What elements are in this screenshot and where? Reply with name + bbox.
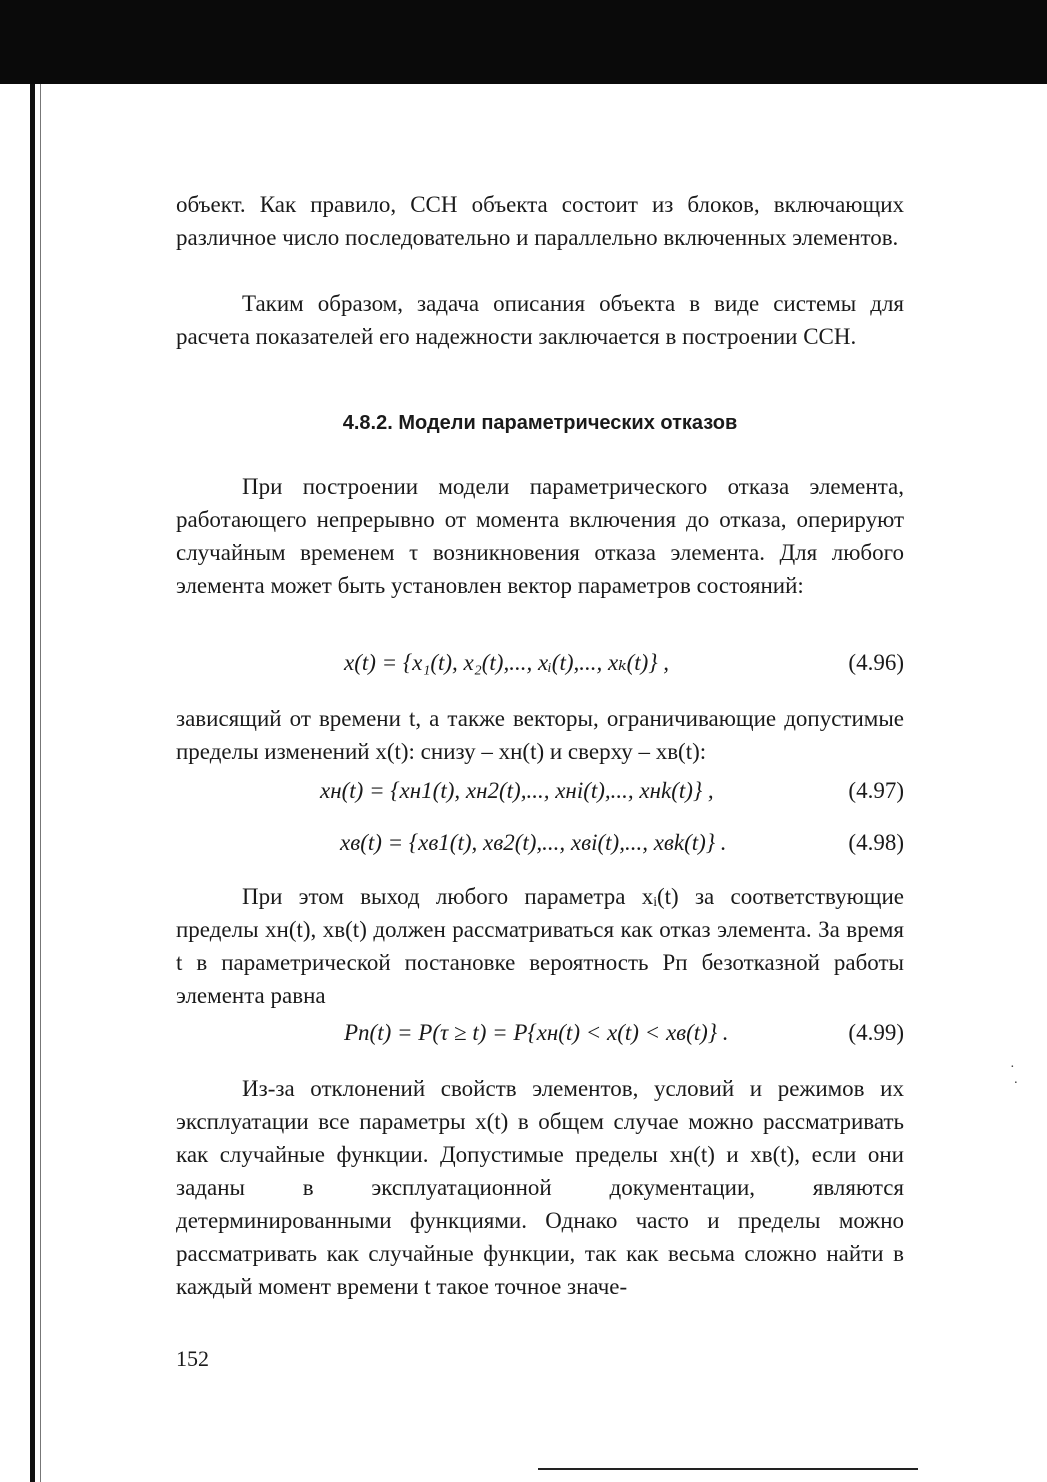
equation-4-96 [176, 650, 904, 684]
paragraph-5-text: При этом выход любого параметра xᵢ(t) за соответствующие пределы xн(t), xв(t) должен рассматриваться как отказ элемента. За время t в параметрической постановке вероятность Pп безотказной работы элемента равна [176, 884, 904, 1008]
paragraph-5 [176, 880, 904, 1012]
paragraph-3-text: При построении модели параметрического отказа элемента, работающего непрерывно от момента включения до отказа, оперируют случайным временем τ возникновения отказа элемента. Для любого элемента может быть установлен вектор параметров состояний: [176, 474, 904, 598]
equation-4-96-number: (4.96) [848, 650, 904, 675]
paragraph-1-text: объект. Как правило, ССН объекта состоит из блоков, включающих различное число последовательно и параллельно включенных элементов. [176, 192, 904, 250]
equation-4-98-number: (4.98) [848, 830, 904, 855]
scan-left-edge [30, 84, 35, 1482]
paragraph-1 [176, 188, 904, 254]
scan-top-border [0, 0, 1047, 84]
equation-4-98-formula: xв(t) = {xв1(t), xв2(t),..., xвi(t),..., xвk(t)} . [340, 830, 727, 855]
section-heading: 4.8.2. Модели параметрических отказов [342, 412, 738, 434]
equation-4-97 [176, 778, 904, 812]
paragraph-2-text: Таким образом, задача описания объекта в виде системы для расчета показателей его надежности заключается в построении ССН. [176, 291, 904, 349]
equation-4-96-formula: x(t) = {x₁(t), x₂(t),..., xᵢ(t),..., xₖ(t)} , [344, 650, 670, 675]
paragraph-4 [176, 702, 904, 768]
paragraph-2 [176, 287, 904, 353]
equation-4-99 [176, 1020, 904, 1054]
equation-4-97-number: (4.97) [848, 778, 904, 803]
paragraph-4-text: зависящий от времени t, а также векторы, ограничивающие допустимые пределы изменений x(t): снизу – xн(t) и сверху – xв(t): [176, 706, 904, 764]
equation-4-97-formula: xн(t) = {xн1(t), xн2(t),..., xнi(t),..., xнk(t)} , [320, 778, 714, 803]
equation-4-99-number: (4.99) [848, 1020, 904, 1045]
scan-speck: · · [1010, 1060, 1019, 1091]
paragraph-6-text: Из-за отклонений свойств элементов, условий и режимов их эксплуатации все параметры x(t) в общем случае можно рассматривать как случайные функции. Допустимые пределы xн(t) и xв(t), если они заданы в эксплуатационной документации, являются детерминированными функциями. Однако часто и пределы можно рассматривать как случайные функции, так как весьма сложно найти в каждый момент времени t такое точное значе- [176, 1076, 904, 1299]
paragraph-3 [176, 470, 904, 602]
paragraph-6 [176, 1072, 904, 1303]
scan-bottom-line [538, 1468, 918, 1470]
scan-left-edge-line [40, 84, 41, 1482]
equation-4-99-formula: Pп(t) = P(τ ≥ t) = P{xн(t) < x(t) < xв(t)} . [344, 1020, 729, 1045]
page-number: 152 [176, 1346, 209, 1371]
equation-4-98 [176, 830, 904, 864]
